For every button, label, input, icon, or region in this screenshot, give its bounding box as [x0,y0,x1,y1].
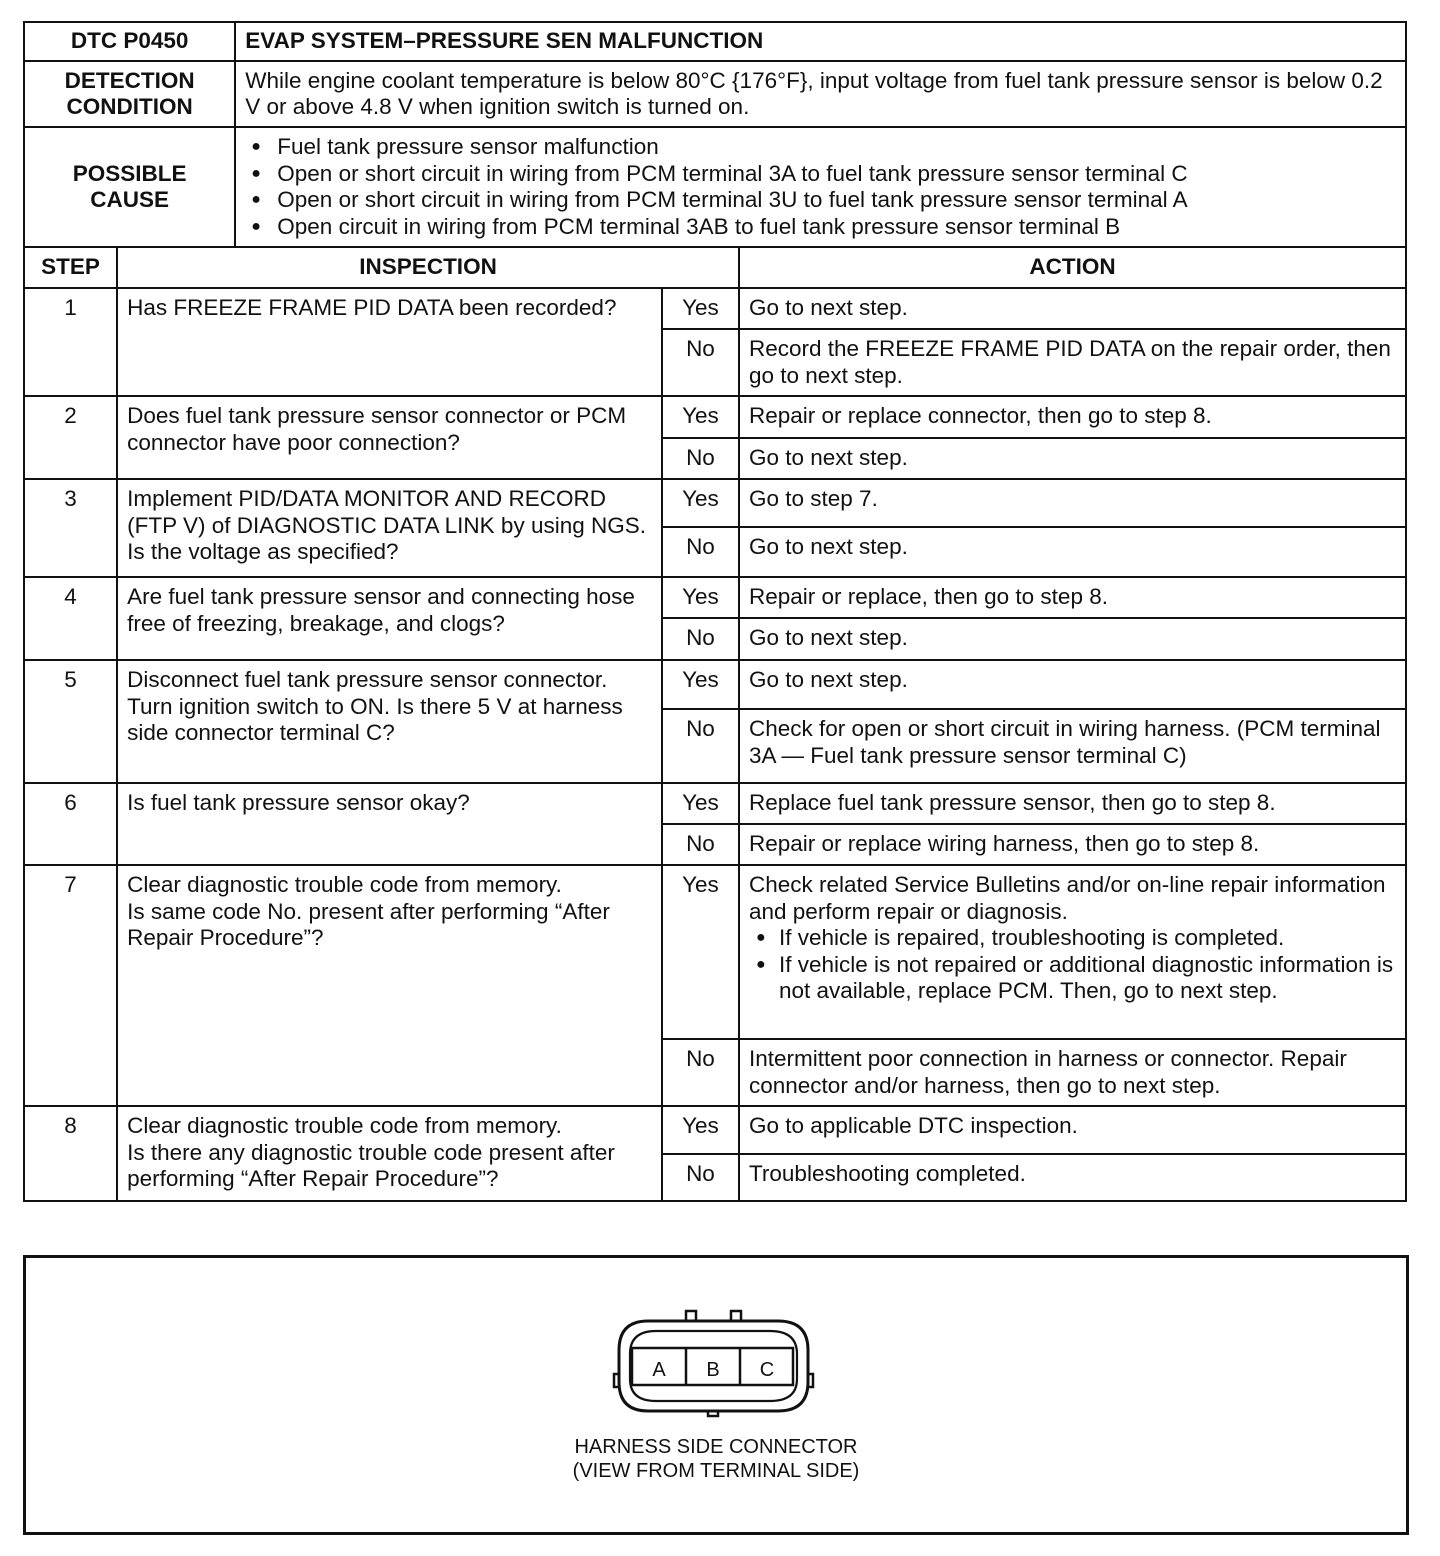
connector-diagram [26,1258,1406,1532]
yes-label: Yes [662,396,739,438]
step-row [24,865,1406,1039]
no-label: No [662,438,739,479]
step-number: 5 [24,660,117,783]
detection-condition-text: While engine coolant temperature is below 80°C {176°F}, input voltage from fuel tank pressure sensor is below 0.2 V or above 4.8 V when ignition switch is turned on. [235,61,1406,127]
cause-item: ● Open or short circuit in wiring from PCM terminal 3A to fuel tank pressure sensor terminal C [245,161,1397,188]
yes-label: Yes [662,1106,739,1154]
action-bullet: ● If vehicle is not repaired or additional diagnostic information is not available, replace PCM. Then, go to next step. [749,952,1397,1005]
terminal-label-c: C [759,1359,775,1381]
yes-action: Go to next step. [739,288,1406,329]
yes-action: Replace fuel tank pressure sensor, then go to step 8. [739,783,1406,824]
terminal-label-b: B [706,1359,720,1381]
no-label: No [662,618,739,660]
no-label: No [662,1039,739,1106]
step-inspection: Does fuel tank pressure sensor connector or PCM connector have poor connection? [117,396,662,479]
connector-caption: HARNESS SIDE CONNECTOR (VIEW FROM TERMINAL SIDE) [572,1436,860,1482]
no-action: Troubleshooting completed. [739,1154,1406,1201]
cause-item: ● Open circuit in wiring from PCM terminal 3AB to fuel tank pressure sensor terminal B [245,214,1397,241]
step-number: 8 [24,1106,117,1201]
step-inspection: Implement PID/DATA MONITOR AND RECORD (FTP V) of DIAGNOSTIC DATA LINK by using NGS. Is the voltage as specified? [117,479,662,577]
step-inspection: Disconnect fuel tank pressure sensor connector. Turn ignition switch to ON. Is there 5 V at harness side connector terminal C? [117,660,662,783]
no-action: Go to next step. [739,438,1406,479]
no-label: No [662,527,739,577]
step-row [24,1106,1406,1154]
dtc-inspection-table [23,21,1407,1202]
yes-action: Go to applicable DTC inspection. [739,1106,1406,1154]
yes-label: Yes [662,577,739,618]
dtc-title: EVAP SYSTEM–PRESSURE SEN MALFUNCTION [235,22,1406,61]
no-label: No [662,1154,739,1201]
terminal-label-a: A [652,1359,666,1381]
cause-item: ● Open or short circuit in wiring from PCM terminal 3U to fuel tank pressure sensor terminal A [245,187,1397,214]
cause-item: ● Fuel tank pressure sensor malfunction [245,134,1397,161]
yes-action: Repair or replace connector, then go to step 8. [739,396,1406,438]
step-inspection: Is fuel tank pressure sensor okay? [117,783,662,865]
step-inspection: Has FREEZE FRAME PID DATA been recorded? [117,288,662,396]
step-inspection: Clear diagnostic trouble code from memory. Is there any diagnostic trouble code present after performing “After Repair Procedure”? [117,1106,662,1201]
possible-cause-list [235,127,1406,247]
no-action: Go to next step. [739,618,1406,660]
step-number: 1 [24,288,117,396]
no-action: Intermittent poor connection in harness or connector. Repair connector and/or harness, then go to next step. [739,1039,1406,1106]
yes-label: Yes [662,288,739,329]
step-inspection: Clear diagnostic trouble code from memory. Is same code No. present after performing “After Repair Procedure”? [117,865,662,1106]
step-row [24,288,1406,329]
dtc-code: DTC P0450 [24,22,235,61]
step-number: 2 [24,396,117,479]
yes-label: Yes [662,479,739,527]
step-row [24,577,1406,618]
no-action: Record the FREEZE FRAME PID DATA on the repair order, then go to next step. [739,329,1406,396]
action-bullet: ● If vehicle is repaired, troubleshooting is completed. [749,925,1397,952]
step-row [24,660,1406,709]
yes-label: Yes [662,660,739,709]
no-label: No [662,824,739,865]
yes-action: Check related Service Bulletins and/or on-line repair information and perform repair or diagnosis. ● If vehicle is repaired, troubleshooting is completed. ● If vehicle is not repaired or additional diagnostic information is not available, replace PCM. Then, go to next step. [739,865,1406,1039]
connector-diagram-box [23,1255,1409,1535]
inspection-header: INSPECTION [117,247,739,288]
yes-action: Go to step 7. [739,479,1406,527]
no-label: No [662,329,739,396]
yes-action: Go to next step. [739,660,1406,709]
step-number: 4 [24,577,117,660]
step-row [24,396,1406,438]
no-action: Check for open or short circuit in wiring harness. (PCM terminal 3A — Fuel tank pressure sensor terminal C) [739,709,1406,783]
yes-label: Yes [662,865,739,1039]
step-number: 7 [24,865,117,1106]
step-row [24,783,1406,824]
no-action: Repair or replace wiring harness, then go to step 8. [739,824,1406,865]
action-header: ACTION [739,247,1406,288]
step-header: STEP [24,247,117,288]
step-number: 3 [24,479,117,577]
no-label: No [662,709,739,783]
no-action: Go to next step. [739,527,1406,577]
step-row [24,479,1406,527]
step-number: 6 [24,783,117,865]
step-inspection: Are fuel tank pressure sensor and connecting hose free of freezing, breakage, and clogs? [117,577,662,660]
yes-action: Repair or replace, then go to step 8. [739,577,1406,618]
yes-label: Yes [662,783,739,824]
possible-cause-label: POSSIBLE CAUSE [24,127,235,247]
detection-condition-label: DETECTION CONDITION [24,61,235,127]
